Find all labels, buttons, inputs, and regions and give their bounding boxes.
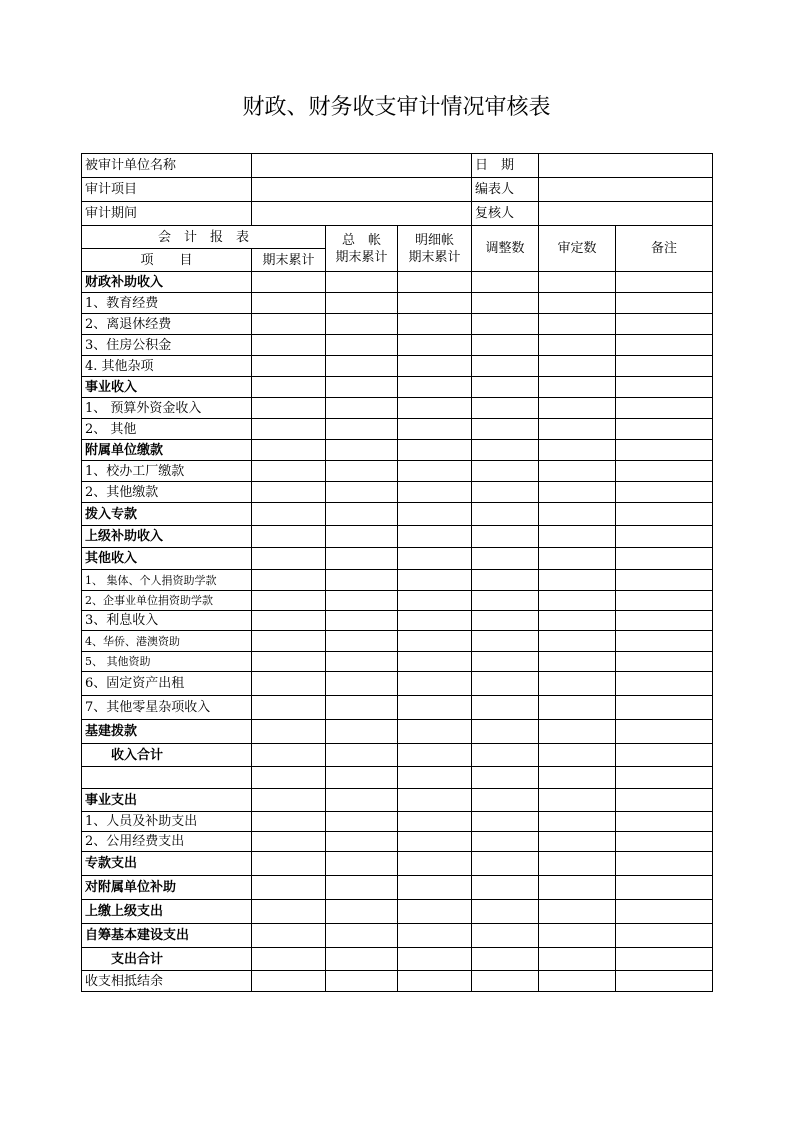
value-cell[interactable] xyxy=(472,696,539,720)
value-cell[interactable] xyxy=(616,789,713,812)
header-approved: 审定数 xyxy=(539,226,616,272)
value-cell[interactable] xyxy=(539,900,616,924)
value-cell[interactable] xyxy=(252,720,326,744)
value-cell[interactable] xyxy=(326,696,398,720)
value-cell[interactable] xyxy=(616,948,713,971)
value-cell[interactable] xyxy=(472,293,539,314)
table-row xyxy=(82,812,713,832)
value-cell[interactable] xyxy=(326,570,398,591)
value-cell[interactable] xyxy=(616,696,713,720)
value-cell[interactable] xyxy=(539,852,616,876)
row-label: 对附属单位补助 xyxy=(82,876,252,900)
value-cell[interactable] xyxy=(472,744,539,767)
value-cell[interactable] xyxy=(539,419,616,440)
row-label: 3、住房公积金 xyxy=(82,335,252,356)
info-row-unit xyxy=(82,154,713,178)
table-row xyxy=(82,767,713,789)
value-cell[interactable] xyxy=(539,377,616,398)
row-label: 7、其他零星杂项收入 xyxy=(82,696,252,720)
value-cell[interactable] xyxy=(326,652,398,672)
value-cell[interactable] xyxy=(539,924,616,948)
value-cell[interactable] xyxy=(616,356,713,377)
value-cell[interactable] xyxy=(616,876,713,900)
value-cell[interactable] xyxy=(472,720,539,744)
table-row xyxy=(82,696,713,720)
value-cell[interactable] xyxy=(472,767,539,789)
value-cell[interactable] xyxy=(539,812,616,832)
value-cell[interactable] xyxy=(398,812,472,832)
value-cell[interactable] xyxy=(398,335,472,356)
value-cell[interactable] xyxy=(252,548,326,570)
value-cell[interactable] xyxy=(472,852,539,876)
value-cell[interactable] xyxy=(398,876,472,900)
header-report: 会 计 报 表 xyxy=(82,226,326,249)
value-cell[interactable] xyxy=(472,503,539,526)
value-cell[interactable] xyxy=(252,526,326,548)
value-cell[interactable] xyxy=(398,789,472,812)
value-cell[interactable] xyxy=(472,398,539,419)
row-label: 专款支出 xyxy=(82,852,252,876)
header-remark: 备注 xyxy=(616,226,713,272)
value-cell[interactable] xyxy=(472,611,539,631)
row-label: 上缴上级支出 xyxy=(82,900,252,924)
table-row xyxy=(82,971,713,992)
row-label: 收入合计 xyxy=(82,744,252,767)
table-row xyxy=(82,591,713,611)
value-cell[interactable] xyxy=(326,948,398,971)
value-cell[interactable] xyxy=(472,948,539,971)
value-cell[interactable] xyxy=(616,631,713,652)
table-row xyxy=(82,335,713,356)
value-cell[interactable] xyxy=(326,293,398,314)
table-row xyxy=(82,548,713,570)
value-cell[interactable] xyxy=(252,744,326,767)
value-cell[interactable] xyxy=(252,789,326,812)
value-cell[interactable] xyxy=(472,924,539,948)
value-cell[interactable] xyxy=(539,293,616,314)
value-cell[interactable] xyxy=(252,335,326,356)
table-row xyxy=(82,672,713,696)
table-row xyxy=(82,503,713,526)
value-cell[interactable] xyxy=(252,852,326,876)
value-cell[interactable] xyxy=(472,570,539,591)
value-cell[interactable] xyxy=(472,526,539,548)
row-label: 收支相抵结余 xyxy=(82,971,252,992)
value-cell[interactable] xyxy=(252,440,326,461)
value-cell[interactable] xyxy=(539,398,616,419)
value-cell[interactable] xyxy=(252,272,326,293)
table-row xyxy=(82,852,713,876)
value-cell[interactable] xyxy=(616,652,713,672)
value-cell[interactable] xyxy=(326,461,398,482)
value-cell[interactable] xyxy=(398,924,472,948)
row-label: 1、 预算外资金收入 xyxy=(82,398,252,419)
value-cell[interactable] xyxy=(398,419,472,440)
value-cell[interactable] xyxy=(326,812,398,832)
value-cell[interactable] xyxy=(616,812,713,832)
value-cell[interactable] xyxy=(616,548,713,570)
row-label: 拨入专款 xyxy=(82,503,252,526)
value-cell[interactable] xyxy=(472,335,539,356)
value-cell[interactable] xyxy=(616,461,713,482)
value-cell[interactable] xyxy=(472,548,539,570)
value-cell[interactable] xyxy=(539,672,616,696)
value-cell[interactable] xyxy=(616,293,713,314)
value-cell[interactable] xyxy=(472,591,539,611)
value-cell[interactable] xyxy=(326,611,398,631)
value-cell[interactable] xyxy=(472,461,539,482)
value-cell[interactable] xyxy=(616,900,713,924)
value-cell[interactable] xyxy=(252,419,326,440)
value-cell[interactable] xyxy=(472,631,539,652)
table-row xyxy=(82,631,713,652)
value-cell[interactable] xyxy=(472,832,539,852)
value-cell[interactable] xyxy=(252,876,326,900)
compiler-value[interactable] xyxy=(539,178,713,202)
value-cell[interactable] xyxy=(472,652,539,672)
period-label: 审计期间 xyxy=(82,202,252,226)
row-label: 2、离退休经费 xyxy=(82,314,252,335)
value-cell[interactable] xyxy=(252,767,326,789)
value-cell[interactable] xyxy=(398,591,472,611)
value-cell[interactable] xyxy=(472,482,539,503)
value-cell[interactable] xyxy=(398,272,472,293)
info-row-period xyxy=(82,202,713,226)
value-cell[interactable] xyxy=(326,398,398,419)
row-label: 事业支出 xyxy=(82,789,252,812)
row-label: 2、企事业单位捐资助学款 xyxy=(82,591,252,611)
value-cell[interactable] xyxy=(616,611,713,631)
value-cell[interactable] xyxy=(326,852,398,876)
value-cell[interactable] xyxy=(472,971,539,992)
value-cell[interactable] xyxy=(539,314,616,335)
value-cell[interactable] xyxy=(252,503,326,526)
value-cell[interactable] xyxy=(326,526,398,548)
row-label: 4. 其他杂项 xyxy=(82,356,252,377)
value-cell[interactable] xyxy=(326,789,398,812)
row-label: 1、教育经费 xyxy=(82,293,252,314)
table-row xyxy=(82,652,713,672)
table-row xyxy=(82,832,713,852)
value-cell[interactable] xyxy=(398,900,472,924)
value-cell[interactable] xyxy=(539,789,616,812)
value-cell[interactable] xyxy=(616,398,713,419)
value-cell[interactable] xyxy=(252,314,326,335)
table-row xyxy=(82,461,713,482)
value-cell[interactable] xyxy=(398,652,472,672)
value-cell[interactable] xyxy=(398,377,472,398)
value-cell[interactable] xyxy=(616,832,713,852)
value-cell[interactable] xyxy=(539,272,616,293)
value-cell[interactable] xyxy=(616,672,713,696)
table-row xyxy=(82,419,713,440)
table-row xyxy=(82,789,713,812)
value-cell[interactable] xyxy=(472,672,539,696)
value-cell[interactable] xyxy=(398,356,472,377)
value-cell[interactable] xyxy=(398,852,472,876)
value-cell[interactable] xyxy=(539,971,616,992)
table-row xyxy=(82,398,713,419)
value-cell[interactable] xyxy=(252,652,326,672)
reviewer-label: 复核人 xyxy=(472,202,539,226)
value-cell[interactable] xyxy=(472,812,539,832)
value-cell[interactable] xyxy=(472,789,539,812)
value-cell[interactable] xyxy=(616,924,713,948)
header-adjust: 调整数 xyxy=(472,226,539,272)
value-cell[interactable] xyxy=(616,971,713,992)
table-row xyxy=(82,440,713,461)
value-cell[interactable] xyxy=(472,900,539,924)
value-cell[interactable] xyxy=(398,398,472,419)
unit-value[interactable] xyxy=(252,154,472,178)
value-cell[interactable] xyxy=(539,503,616,526)
value-cell[interactable] xyxy=(398,767,472,789)
value-cell[interactable] xyxy=(539,356,616,377)
row-label: 1、人员及补助支出 xyxy=(82,812,252,832)
value-cell[interactable] xyxy=(326,924,398,948)
table-row xyxy=(82,377,713,398)
value-cell[interactable] xyxy=(252,900,326,924)
header-general-ledger xyxy=(326,226,398,272)
value-cell[interactable] xyxy=(326,356,398,377)
row-label: 2、公用经费支出 xyxy=(82,832,252,852)
row-label: 上级补助收入 xyxy=(82,526,252,548)
header-period-total: 期末累计 xyxy=(252,249,326,272)
value-cell[interactable] xyxy=(252,356,326,377)
row-label: 支出合计 xyxy=(82,948,252,971)
value-cell[interactable] xyxy=(472,419,539,440)
page-title: 财政、财务收支审计情况审核表 xyxy=(242,95,551,120)
value-cell[interactable] xyxy=(472,356,539,377)
value-cell[interactable] xyxy=(539,876,616,900)
value-cell[interactable] xyxy=(472,377,539,398)
value-cell[interactable] xyxy=(326,314,398,335)
row-label: 6、固定资产出租 xyxy=(82,672,252,696)
row-label: 1、 集体、个人捐资助学款 xyxy=(82,570,252,591)
table-row xyxy=(82,744,713,767)
value-cell[interactable] xyxy=(326,482,398,503)
audit-table xyxy=(81,153,713,992)
table-row xyxy=(82,482,713,503)
value-cell[interactable] xyxy=(326,900,398,924)
table-row xyxy=(82,924,713,948)
value-cell[interactable] xyxy=(398,293,472,314)
value-cell[interactable] xyxy=(398,744,472,767)
value-cell[interactable] xyxy=(398,631,472,652)
value-cell[interactable] xyxy=(252,482,326,503)
value-cell[interactable] xyxy=(252,812,326,832)
value-cell[interactable] xyxy=(539,570,616,591)
value-cell[interactable] xyxy=(616,482,713,503)
value-cell[interactable] xyxy=(616,720,713,744)
info-row-project xyxy=(82,178,713,202)
value-cell[interactable] xyxy=(472,272,539,293)
unit-label: 被审计单位名称 xyxy=(82,154,252,178)
value-cell[interactable] xyxy=(326,876,398,900)
row-label: 事业收入 xyxy=(82,377,252,398)
value-cell[interactable] xyxy=(539,744,616,767)
value-cell[interactable] xyxy=(252,398,326,419)
value-cell[interactable] xyxy=(252,832,326,852)
value-cell[interactable] xyxy=(616,335,713,356)
value-cell[interactable] xyxy=(326,672,398,696)
value-cell[interactable] xyxy=(398,832,472,852)
value-cell[interactable] xyxy=(252,591,326,611)
value-cell[interactable] xyxy=(539,696,616,720)
value-cell[interactable] xyxy=(326,272,398,293)
value-cell[interactable] xyxy=(616,852,713,876)
value-cell[interactable] xyxy=(616,419,713,440)
value-cell[interactable] xyxy=(539,526,616,548)
compiler-label: 编表人 xyxy=(472,178,539,202)
value-cell[interactable] xyxy=(472,876,539,900)
row-label: 1、校办工厂缴款 xyxy=(82,461,252,482)
row-label: 5、 其他资助 xyxy=(82,652,252,672)
table-row xyxy=(82,356,713,377)
value-cell[interactable] xyxy=(326,720,398,744)
row-label xyxy=(82,767,252,789)
value-cell[interactable] xyxy=(326,767,398,789)
header-item: 项 目 xyxy=(82,249,252,272)
value-cell[interactable] xyxy=(539,652,616,672)
table-row xyxy=(82,900,713,924)
value-cell[interactable] xyxy=(252,924,326,948)
value-cell[interactable] xyxy=(398,611,472,631)
header-row-1 xyxy=(82,226,713,249)
value-cell[interactable] xyxy=(616,377,713,398)
row-label: 附属单位缴款 xyxy=(82,440,252,461)
value-cell[interactable] xyxy=(616,570,713,591)
value-cell[interactable] xyxy=(252,948,326,971)
value-cell[interactable] xyxy=(252,971,326,992)
value-cell[interactable] xyxy=(616,314,713,335)
table-row xyxy=(82,876,713,900)
row-label: 2、 其他 xyxy=(82,419,252,440)
row-label: 4、华侨、港澳资助 xyxy=(82,631,252,652)
table-row xyxy=(82,314,713,335)
row-label: 2、其他缴款 xyxy=(82,482,252,503)
project-value[interactable] xyxy=(252,178,472,202)
table-row xyxy=(82,948,713,971)
value-cell[interactable] xyxy=(539,631,616,652)
table-row xyxy=(82,611,713,631)
value-cell[interactable] xyxy=(616,503,713,526)
value-cell[interactable] xyxy=(326,591,398,611)
value-cell[interactable] xyxy=(539,335,616,356)
value-cell[interactable] xyxy=(326,335,398,356)
row-label: 3、利息收入 xyxy=(82,611,252,631)
value-cell[interactable] xyxy=(539,948,616,971)
value-cell[interactable] xyxy=(326,548,398,570)
value-cell[interactable] xyxy=(539,832,616,852)
header-detail-ledger xyxy=(398,226,472,272)
value-cell[interactable] xyxy=(398,440,472,461)
value-cell[interactable] xyxy=(398,482,472,503)
date-label: 日 期 xyxy=(472,154,539,178)
value-cell[interactable] xyxy=(539,767,616,789)
table-row xyxy=(82,720,713,744)
value-cell[interactable] xyxy=(539,611,616,631)
value-cell[interactable] xyxy=(326,971,398,992)
value-cell[interactable] xyxy=(616,440,713,461)
value-cell[interactable] xyxy=(398,672,472,696)
value-cell[interactable] xyxy=(398,503,472,526)
detail-ledger-period-total: 期末累计 xyxy=(408,249,461,265)
value-cell[interactable] xyxy=(326,832,398,852)
row-label: 自筹基本建设支出 xyxy=(82,924,252,948)
general-ledger-period-total: 期末累计 xyxy=(335,249,388,265)
value-cell[interactable] xyxy=(616,272,713,293)
value-cell[interactable] xyxy=(616,767,713,789)
row-label: 财政补助收入 xyxy=(82,272,252,293)
reviewer-value[interactable] xyxy=(539,202,713,226)
value-cell[interactable] xyxy=(326,503,398,526)
value-cell[interactable] xyxy=(472,440,539,461)
table-row xyxy=(82,272,713,293)
value-cell[interactable] xyxy=(398,696,472,720)
value-cell[interactable] xyxy=(398,314,472,335)
value-cell[interactable] xyxy=(398,548,472,570)
table-row xyxy=(82,570,713,591)
value-cell[interactable] xyxy=(616,744,713,767)
value-cell[interactable] xyxy=(326,744,398,767)
table-row xyxy=(82,526,713,548)
value-cell[interactable] xyxy=(398,948,472,971)
detail-ledger-label: 明细帐 xyxy=(415,232,455,248)
value-cell[interactable] xyxy=(539,440,616,461)
project-label: 审计项目 xyxy=(82,178,252,202)
value-cell[interactable] xyxy=(252,461,326,482)
value-cell[interactable] xyxy=(398,971,472,992)
value-cell[interactable] xyxy=(398,461,472,482)
value-cell[interactable] xyxy=(252,631,326,652)
value-cell[interactable] xyxy=(252,696,326,720)
row-label: 基建拨款 xyxy=(82,720,252,744)
value-cell[interactable] xyxy=(252,293,326,314)
value-cell[interactable] xyxy=(326,440,398,461)
value-cell[interactable] xyxy=(252,611,326,631)
value-cell[interactable] xyxy=(326,631,398,652)
general-ledger-label: 总 帐 xyxy=(341,232,381,248)
value-cell[interactable] xyxy=(252,377,326,398)
value-cell[interactable] xyxy=(326,419,398,440)
value-cell[interactable] xyxy=(398,570,472,591)
table-row xyxy=(82,293,713,314)
value-cell[interactable] xyxy=(472,314,539,335)
date-value[interactable] xyxy=(539,154,713,178)
value-cell[interactable] xyxy=(539,548,616,570)
value-cell[interactable] xyxy=(398,526,472,548)
value-cell[interactable] xyxy=(326,377,398,398)
value-cell[interactable] xyxy=(539,461,616,482)
value-cell[interactable] xyxy=(539,720,616,744)
value-cell[interactable] xyxy=(539,482,616,503)
value-cell[interactable] xyxy=(252,672,326,696)
row-label: 其他收入 xyxy=(82,548,252,570)
value-cell[interactable] xyxy=(252,570,326,591)
period-value[interactable] xyxy=(252,202,472,226)
value-cell[interactable] xyxy=(616,591,713,611)
value-cell[interactable] xyxy=(539,591,616,611)
value-cell[interactable] xyxy=(398,720,472,744)
value-cell[interactable] xyxy=(616,526,713,548)
